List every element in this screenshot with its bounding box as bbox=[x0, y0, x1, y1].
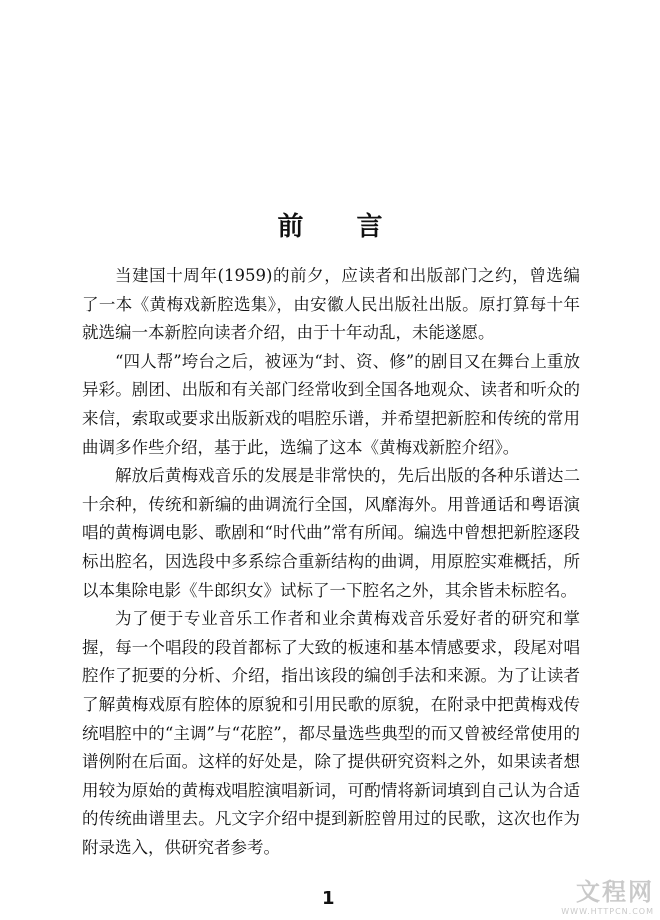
watermark-url: WWW.HTTPCN.COM bbox=[561, 907, 654, 916]
paragraph-3: 解放后黄梅戏音乐的发展是非常快的，先后出版的各种乐谱达二十余种，传统和新编的曲调流行全国，风靡海外。用普通话和粤语演唱的黄梅调电影、歌剧和“时代曲”常有所闻。编选中曾想把新腔逐段标出腔名，因选段中多系综合重新结构的曲调，用原腔实难概括，所以本集除电影《牛郎织女》试标了一下腔名之外，其余皆未标腔名。 bbox=[82, 466, 580, 600]
watermark-name: 文程网 bbox=[576, 878, 654, 906]
page-title: 前 言 bbox=[277, 212, 405, 242]
paragraph-1: 当建国十周年(1959)的前夕，应读者和出版部门之约，曾选编了一本《黄梅戏新腔选集》，由安徽人民出版社出版。原打算每十年就选编一本新腔向读者介绍，由于十年动乱，未能遂愿。 bbox=[82, 266, 580, 343]
page-number: 1 bbox=[322, 888, 335, 909]
preface-body bbox=[82, 262, 580, 862]
watermark bbox=[561, 872, 654, 916]
paragraph-2: “四人帮”垮台之后，被诬为“封、资、修”的剧目又在舞台上重放异彩。剧团、出版和有关部门经常收到全国各地观众、读者和听众的来信，索取或要求出版新戏的唱腔乐谱，并希望把新腔和传统的常用曲调多作些介绍，基于此，选编了这本《黄梅戏新腔介绍》。 bbox=[82, 351, 580, 457]
paragraph-4: 为了便于专业音乐工作者和业余黄梅戏音乐爱好者的研究和掌握，每一个唱段的段首都标了大致的板速和基本情感要求，段尾对唱腔作了扼要的分析、介绍，指出该段的编创手法和来源。为了让读者了解黄梅戏原有腔体的原貌和引用民歌的原貌，在附录中把黄梅戏传统唱腔中的“主调”与“花腔”，都尽量选些典型的而又曾被经常使用的谱例附在后面。这样的好处是，除了提供研究资料之外，如果读者想用较为原始的黄梅戏唱腔演唱新词，可酌情将新词填到自己认为合适的传统曲谱里去。凡文字介绍中提到新腔曾用过的民歌，这次也作为附录选入，供研究者参考。 bbox=[82, 609, 580, 857]
